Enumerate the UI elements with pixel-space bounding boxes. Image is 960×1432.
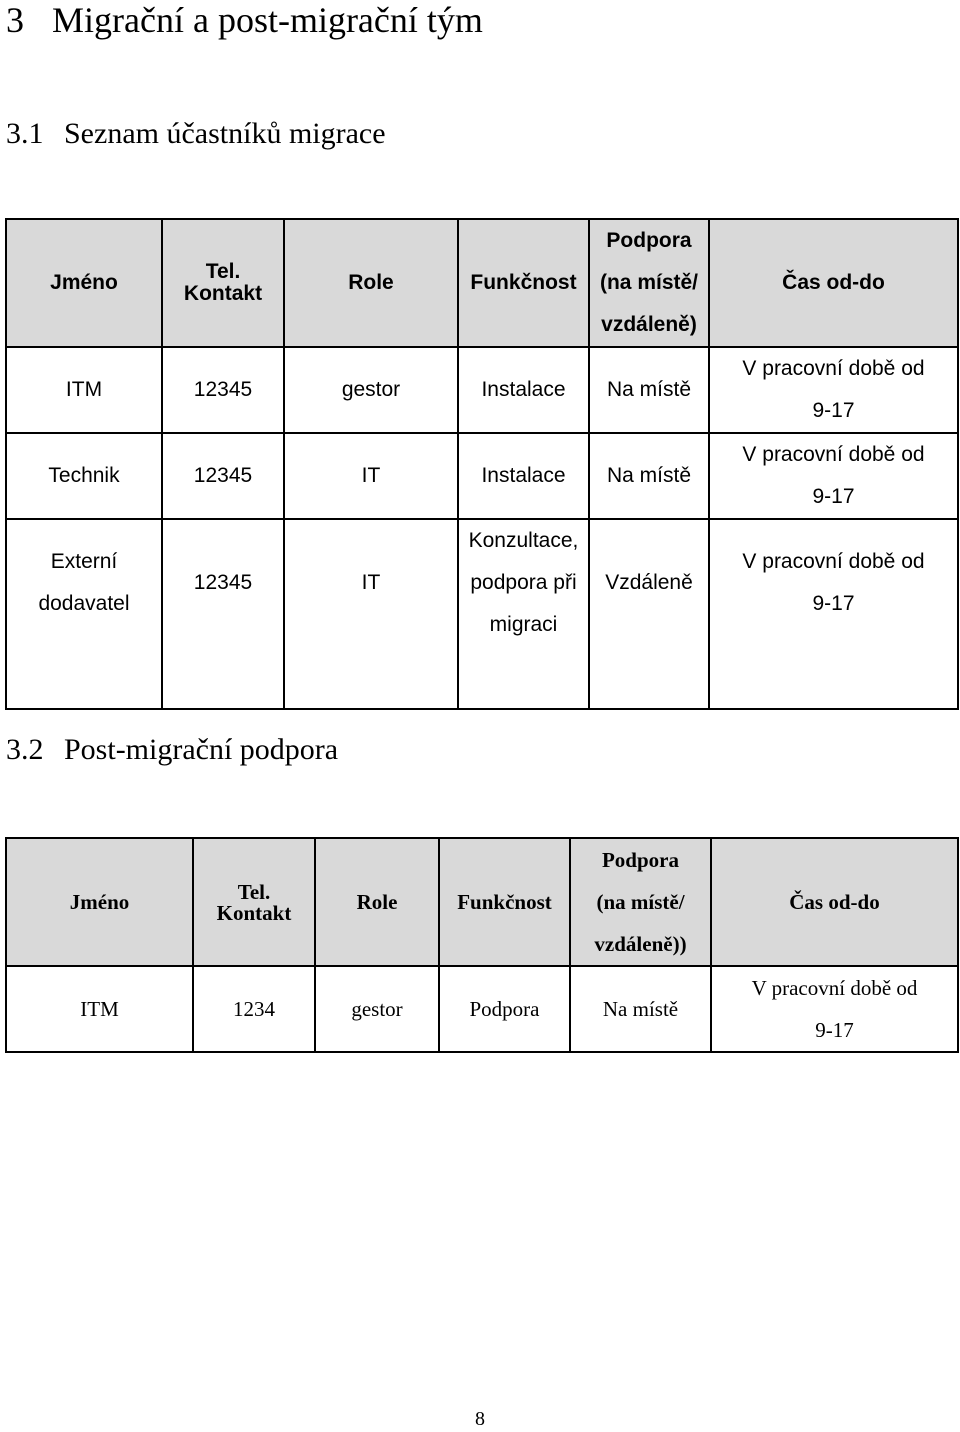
- subsection-title-1: Seznam účastníků migrace: [64, 117, 386, 150]
- cell-time: V pracovní době od 9-17: [709, 519, 958, 709]
- header-name: Jméno: [6, 838, 193, 966]
- header-support: Podpora (na místě/ vzdáleně): [589, 219, 709, 347]
- cell-support: Na místě: [570, 966, 711, 1052]
- cell-role: IT: [284, 433, 458, 519]
- header-time: Čas od-do: [711, 838, 958, 966]
- header-role: Role: [284, 219, 458, 347]
- subsection-heading-2: [6, 733, 338, 767]
- header-name: Jméno: [6, 219, 162, 347]
- subsection-heading-1: [6, 117, 386, 151]
- section-heading: [6, 0, 483, 40]
- post-migration-table: [5, 837, 959, 1053]
- header-func: Funkčnost: [439, 838, 570, 966]
- header-time: Čas od-do: [709, 219, 958, 347]
- participants-table: [5, 218, 959, 710]
- cell-func: Podpora: [439, 966, 570, 1052]
- cell-tel: 12345: [162, 347, 284, 433]
- header-func: Funkčnost: [458, 219, 589, 347]
- table-row: [6, 347, 958, 433]
- cell-name: ITM: [6, 347, 162, 433]
- cell-func: Instalace: [458, 433, 589, 519]
- header-tel: Tel. Kontakt: [162, 219, 284, 347]
- table-header-row: [6, 838, 958, 966]
- table-row: [6, 433, 958, 519]
- cell-role: IT: [284, 519, 458, 709]
- header-role: Role: [315, 838, 439, 966]
- section-number: 3: [6, 0, 24, 40]
- header-support: Podpora (na místě/ vzdáleně)): [570, 838, 711, 966]
- cell-support: Na místě: [589, 347, 709, 433]
- subsection-title-2: Post-migrační podpora: [64, 733, 339, 766]
- cell-time: V pracovní době od 9-17: [709, 433, 958, 519]
- cell-tel: 12345: [162, 433, 284, 519]
- cell-tel: 1234: [193, 966, 315, 1052]
- subsection-number-1: 3.1: [6, 117, 44, 150]
- cell-func: Konzultace, podpora při migraci: [458, 519, 589, 709]
- table-header-row: [6, 219, 958, 347]
- cell-time: V pracovní době od 9-17: [709, 347, 958, 433]
- cell-tel: 12345: [162, 519, 284, 709]
- cell-role: gestor: [284, 347, 458, 433]
- cell-role: gestor: [315, 966, 439, 1052]
- page-number: 8: [475, 1408, 485, 1430]
- cell-name: Technik: [6, 433, 162, 519]
- table-row: [6, 519, 958, 709]
- cell-time: V pracovní době od 9-17: [711, 966, 958, 1052]
- cell-support: Vzdáleně: [589, 519, 709, 709]
- cell-name: ITM: [6, 966, 193, 1052]
- subsection-number-2: 3.2: [6, 733, 44, 766]
- cell-name: Externí dodavatel: [6, 519, 162, 709]
- section-title: Migrační a post-migrační tým: [52, 0, 483, 40]
- header-tel: Tel. Kontakt: [193, 838, 315, 966]
- cell-support: Na místě: [589, 433, 709, 519]
- table-row: [6, 966, 958, 1052]
- cell-func: Instalace: [458, 347, 589, 433]
